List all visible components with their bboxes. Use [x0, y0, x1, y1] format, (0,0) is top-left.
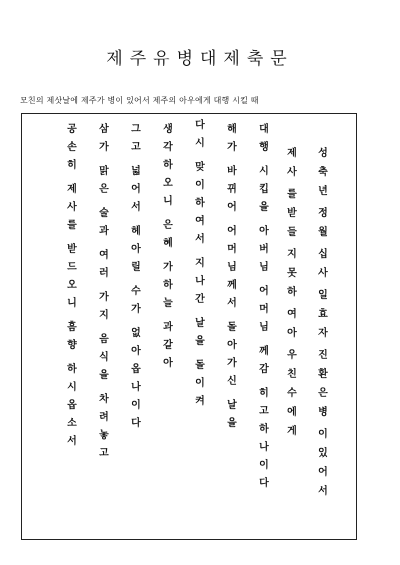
glyph: 대 [259, 124, 269, 135]
glyph: 가 [99, 142, 109, 153]
glyph: 가 [227, 142, 237, 153]
text-column-5 [192, 114, 208, 539]
glyph: 날 [195, 318, 205, 329]
glyph: 어 [131, 184, 141, 195]
glyph: 니 [163, 196, 173, 207]
glyph: 이 [131, 400, 141, 411]
glyph: 받 [287, 208, 297, 219]
glyph: 려 [99, 412, 109, 423]
glyph: 을 [195, 336, 205, 347]
glyph: 일 [318, 290, 328, 301]
glyph: 수 [287, 388, 297, 399]
glyph: 공 [67, 124, 77, 135]
glyph: 어 [227, 202, 237, 213]
glyph: 삼 [99, 124, 109, 135]
glyph: 간 [195, 294, 205, 305]
glyph: 아 [287, 328, 297, 339]
glyph: 님 [259, 322, 269, 333]
glyph: 을 [227, 418, 237, 429]
glyph: 께 [259, 346, 269, 357]
text-column-9 [64, 114, 80, 539]
glyph: 아 [131, 244, 141, 255]
glyph: 우 [287, 350, 297, 361]
glyph: 히 [259, 388, 269, 399]
glyph: 어 [227, 226, 237, 237]
glyph: 드 [67, 262, 77, 273]
glyph: 서 [318, 486, 328, 497]
glyph: 있 [318, 448, 328, 459]
glyph: 하 [67, 364, 77, 375]
glyph: 하 [163, 160, 173, 171]
document-subtitle: 모친의 제삿날에 제주가 병이 있어서 제주의 아우에게 대행 시킬 때 [20, 96, 259, 105]
glyph: 돌 [195, 360, 205, 371]
glyph: 월 [318, 227, 328, 238]
glyph: 년 [318, 186, 328, 197]
glyph: 고 [131, 142, 141, 153]
glyph: 가 [163, 262, 173, 273]
glyph: 나 [131, 382, 141, 393]
glyph: 서 [67, 436, 77, 447]
glyph: 하 [259, 424, 269, 435]
glyph: 아 [163, 358, 173, 369]
glyph: 수 [131, 286, 141, 297]
text-column-7 [128, 114, 144, 539]
glyph: 서 [195, 234, 205, 245]
glyph: 해 [227, 124, 237, 135]
glyph: 에 [287, 407, 297, 418]
glyph: 행 [259, 142, 269, 153]
glyph: 신 [227, 376, 237, 387]
glyph: 다 [195, 120, 205, 131]
glyph: 을 [259, 202, 269, 213]
glyph: 술 [99, 208, 109, 219]
glyph: 놓 [99, 430, 109, 441]
glyph: 소 [67, 418, 77, 429]
glyph: 은 [99, 184, 109, 195]
glyph: 사 [318, 268, 328, 279]
glyph: 시 [259, 166, 269, 177]
glyph: 병 [318, 407, 328, 418]
glyph: 시 [67, 382, 77, 393]
glyph: 옵 [131, 364, 141, 375]
glyph: 아 [259, 226, 269, 237]
glyph: 생 [163, 124, 173, 135]
glyph: 축 [318, 167, 328, 178]
glyph: 못 [287, 268, 297, 279]
document-title: 제주유병대제축문 [106, 49, 294, 69]
glyph: 릴 [131, 262, 141, 273]
glyph: 가 [99, 292, 109, 303]
glyph: 사 [67, 202, 77, 213]
glyph: 맞 [195, 162, 205, 173]
glyph: 진 [318, 350, 328, 361]
glyph: 이 [318, 429, 328, 440]
glyph: 제 [287, 148, 297, 159]
glyph: 헤 [131, 226, 141, 237]
text-column-2 [284, 114, 300, 539]
glyph: 이 [259, 460, 269, 471]
glyph: 다 [259, 478, 269, 489]
glyph: 를 [287, 189, 297, 200]
glyph: 향 [67, 340, 77, 351]
glyph: 은 [163, 220, 173, 231]
glyph: 차 [99, 394, 109, 405]
glyph: 버 [259, 244, 269, 255]
glyph: 돌 [227, 322, 237, 333]
glyph: 께 [227, 280, 237, 291]
glyph: 하 [163, 280, 173, 291]
glyph: 니 [67, 298, 77, 309]
glyph: 없 [131, 328, 141, 339]
glyph: 지 [287, 249, 297, 260]
glyph: 바 [227, 166, 237, 177]
glyph: 시 [195, 138, 205, 149]
glyph: 아 [131, 346, 141, 357]
glyph: 이 [195, 378, 205, 389]
glyph: 고 [99, 448, 109, 459]
glyph: 히 [67, 160, 77, 171]
ritual-text-box [21, 113, 357, 540]
glyph: 머 [227, 244, 237, 255]
glyph: 날 [227, 400, 237, 411]
glyph: 손 [67, 142, 77, 153]
glyph: 환 [318, 369, 328, 380]
glyph: 넓 [131, 166, 141, 177]
text-column-3 [256, 114, 272, 539]
glyph: 음 [99, 334, 109, 345]
glyph: 제 [67, 184, 77, 195]
glyph: 나 [195, 276, 205, 287]
text-column-1 [315, 114, 331, 539]
glyph: 러 [99, 268, 109, 279]
glyph: 을 [99, 370, 109, 381]
glyph: 맑 [99, 166, 109, 177]
glyph: 를 [67, 220, 77, 231]
glyph: 식 [99, 352, 109, 363]
glyph: 각 [163, 142, 173, 153]
glyph: 같 [163, 340, 173, 351]
glyph: 님 [227, 262, 237, 273]
glyph: 자 [318, 328, 328, 339]
glyph: 흠 [67, 322, 77, 333]
glyph: 그 [131, 124, 141, 135]
glyph: 하 [287, 287, 297, 298]
glyph: 과 [163, 322, 173, 333]
glyph: 어 [259, 286, 269, 297]
glyph: 가 [227, 358, 237, 369]
glyph: 옵 [67, 400, 77, 411]
glyph: 정 [318, 208, 328, 219]
glyph: 님 [259, 262, 269, 273]
glyph: 친 [287, 369, 297, 380]
glyph: 아 [227, 340, 237, 351]
glyph: 게 [287, 426, 297, 437]
glyph: 가 [131, 304, 141, 315]
glyph: 혜 [163, 238, 173, 249]
glyph: 서 [131, 202, 141, 213]
glyph: 이 [195, 180, 205, 191]
glyph: 십 [318, 249, 328, 260]
glyph: 지 [99, 310, 109, 321]
glyph: 늘 [163, 298, 173, 309]
text-column-8 [96, 114, 112, 539]
text-column-6 [160, 114, 176, 539]
glyph: 어 [318, 467, 328, 478]
glyph: 뀌 [227, 184, 237, 195]
glyph: 여 [195, 216, 205, 227]
glyph: 머 [259, 304, 269, 315]
glyph: 효 [318, 309, 328, 320]
glyph: 고 [259, 406, 269, 417]
glyph: 다 [131, 418, 141, 429]
glyph: 여 [99, 250, 109, 261]
glyph: 지 [195, 258, 205, 269]
glyph: 들 [287, 227, 297, 238]
glyph: 켜 [195, 396, 205, 407]
glyph: 하 [195, 198, 205, 209]
glyph: 킵 [259, 184, 269, 195]
glyph: 감 [259, 364, 269, 375]
glyph: 은 [318, 388, 328, 399]
glyph: 성 [318, 148, 328, 159]
glyph: 사 [287, 167, 297, 178]
text-column-4 [224, 114, 240, 539]
glyph: 서 [227, 298, 237, 309]
glyph: 과 [99, 226, 109, 237]
glyph: 받 [67, 244, 77, 255]
glyph: 여 [287, 309, 297, 320]
glyph: 나 [259, 442, 269, 453]
glyph: 오 [163, 178, 173, 189]
glyph: 오 [67, 280, 77, 291]
